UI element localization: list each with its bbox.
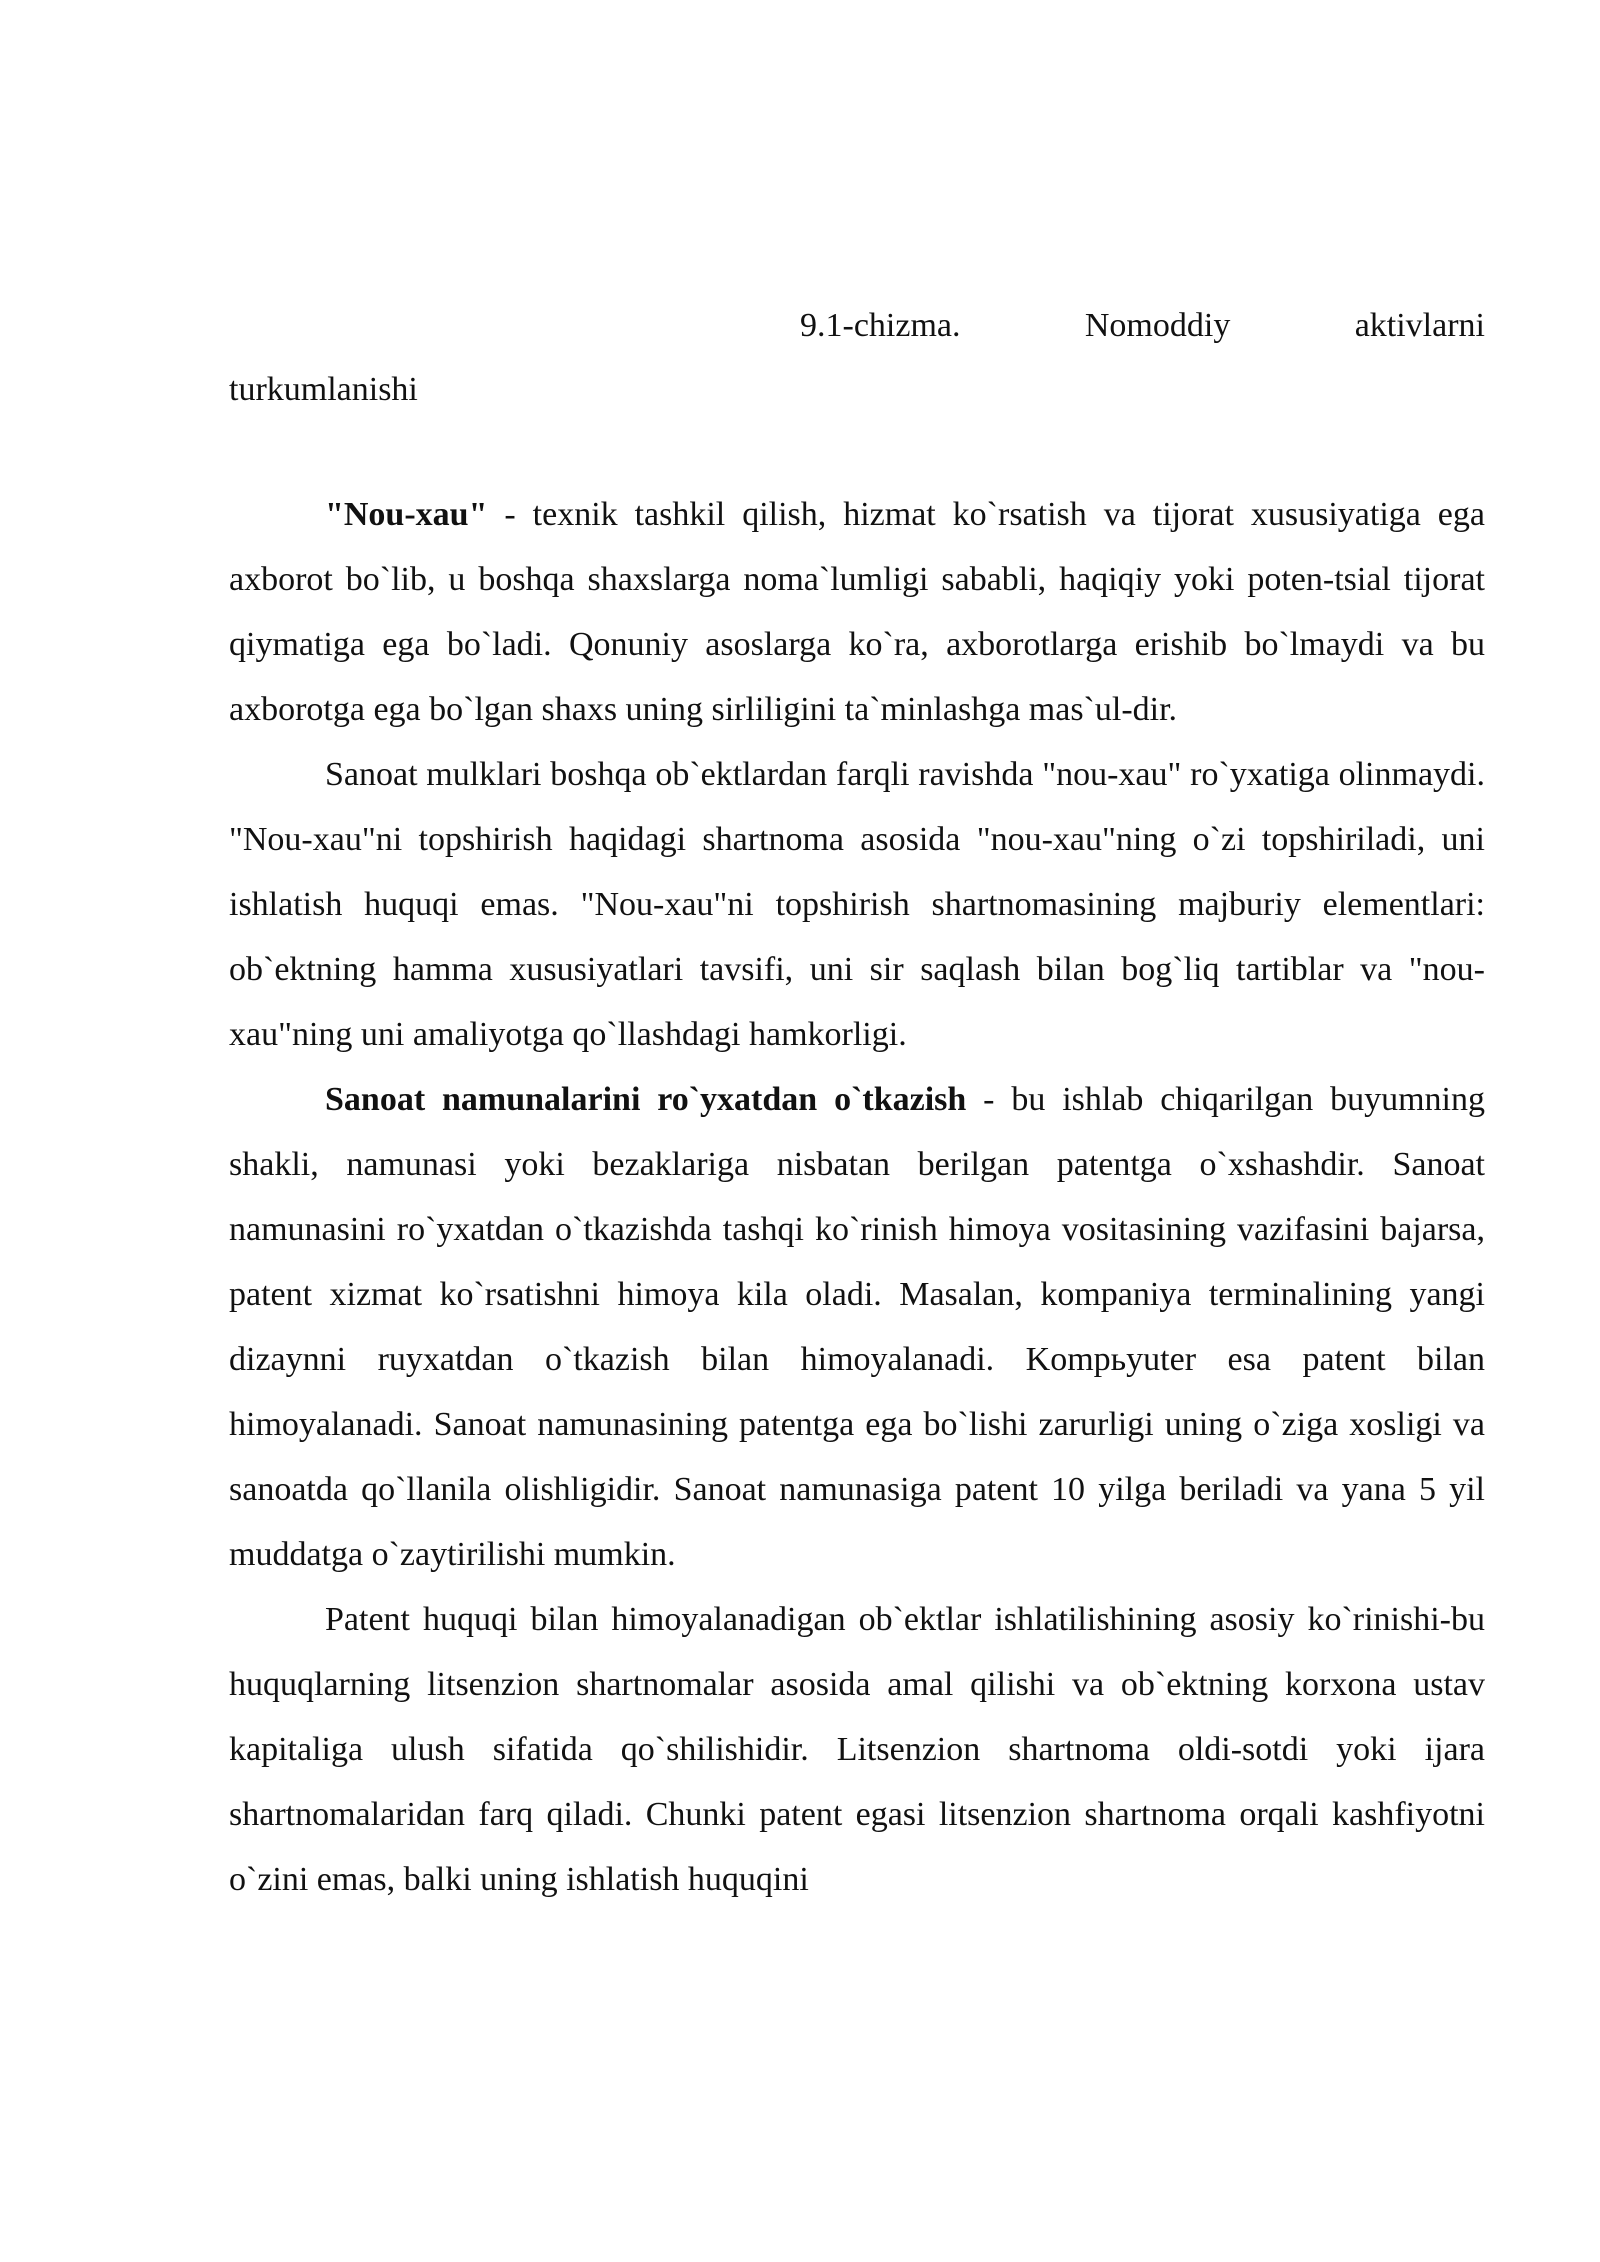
paragraph-sanoat-mulklari (229, 742, 1485, 1067)
caption-line-1 (229, 294, 1485, 358)
term-sanoat-namunalari: Sanoat namunalarini ro`yxatdan o`tkazish (325, 1081, 967, 1118)
term-nou-xau: "Nou-xau" (325, 496, 488, 533)
caption-word-2: aktivlarni (1354, 307, 1485, 344)
caption-line-2: turkumlanishi (229, 371, 418, 408)
paragraph-sanoat-namunalari (229, 1067, 1485, 1587)
caption-word-1: Nomoddiy (1084, 307, 1231, 344)
caption-number: 9.1-chizma. (800, 307, 961, 344)
body-text (229, 482, 1485, 1912)
paragraph-text: - bu ishlab chiqarilgan buyumning shakli, namunasi yoki bezaklariga nisbatan berilgan patentga o`xshashdir. Sanoat namunasini ro`yxatdan o`tkazishda tashqi ko`rinish himoya vositasining vazifasini bajarsa, patent xizmat ko`rsatishni himoya kila oladi. Masalan, kompaniya terminalining yangi dizaynni ruyxatdan o`tkazish bilan himoyalanadi. Kompьyuter esa patent bilan himoyalanadi. Sanoat namunasining patentga ega bo`lishi zarurligi uning o`ziga xosligi va sanoatda qo`llanila olishligidir. Sanoat namunasiga patent 10 yilga beriladi va yana 5 yil muddatga o`zaytirilishi mumkin. (229, 1081, 1485, 1573)
figure-caption (229, 294, 1485, 422)
paragraph-nou-xau (229, 482, 1485, 742)
paragraph-text: Patent huquqi bilan himoyalanadigan ob`ektlar ishlatilishining asosiy ko`rinishi-bu huquqlarning litsenzion shartnomalar asosida amal qilishi va ob`ektning korxona ustav kapitaliga ulush sifatida qo`shilishidir. Litsenzion shartnoma oldi-sotdi yoki ijara shartnomalaridan farq qiladi. Chunki patent egasi litsenzion shartnoma orqali kashfiyotni o`zini emas, balki uning ishlatish huquqini (229, 1601, 1485, 1898)
paragraph-text: - texnik tashkil qilish, hizmat ko`rsatish va tijorat xususiyatiga ega axborot bo`lib, u boshqa shaxslarga noma`lumligi sababli, haqiqiy yoki poten-tsial tijorat qiymatiga ega bo`ladi. Qonuniy asoslarga ko`ra, axborotlarga erishib bo`lmaydi va bu axborotga ega bo`lgan shaxs uning sirliligini ta`minlashga mas`ul-dir. (229, 496, 1485, 728)
paragraph-text: Sanoat mulklari boshqa ob`ektlardan farqli ravishda "nou-xau" ro`yxatiga olinmaydi. "Nou-xau"ni topshirish haqidagi shartnoma asosida "nou-xau"ning o`zi topshiriladi, uni ishlatish huquqi emas. "Nou-xau"ni topshirish shartnomasining majburiy elementlari: ob`ektning hamma xususiyatlari tavsifi, uni sir saqlash bilan bog`liq tartiblar va "nou-xau"ning uni amaliyotga qo`llashdagi hamkorligi. (229, 756, 1485, 1053)
paragraph-patent-huquqi (229, 1587, 1485, 1912)
